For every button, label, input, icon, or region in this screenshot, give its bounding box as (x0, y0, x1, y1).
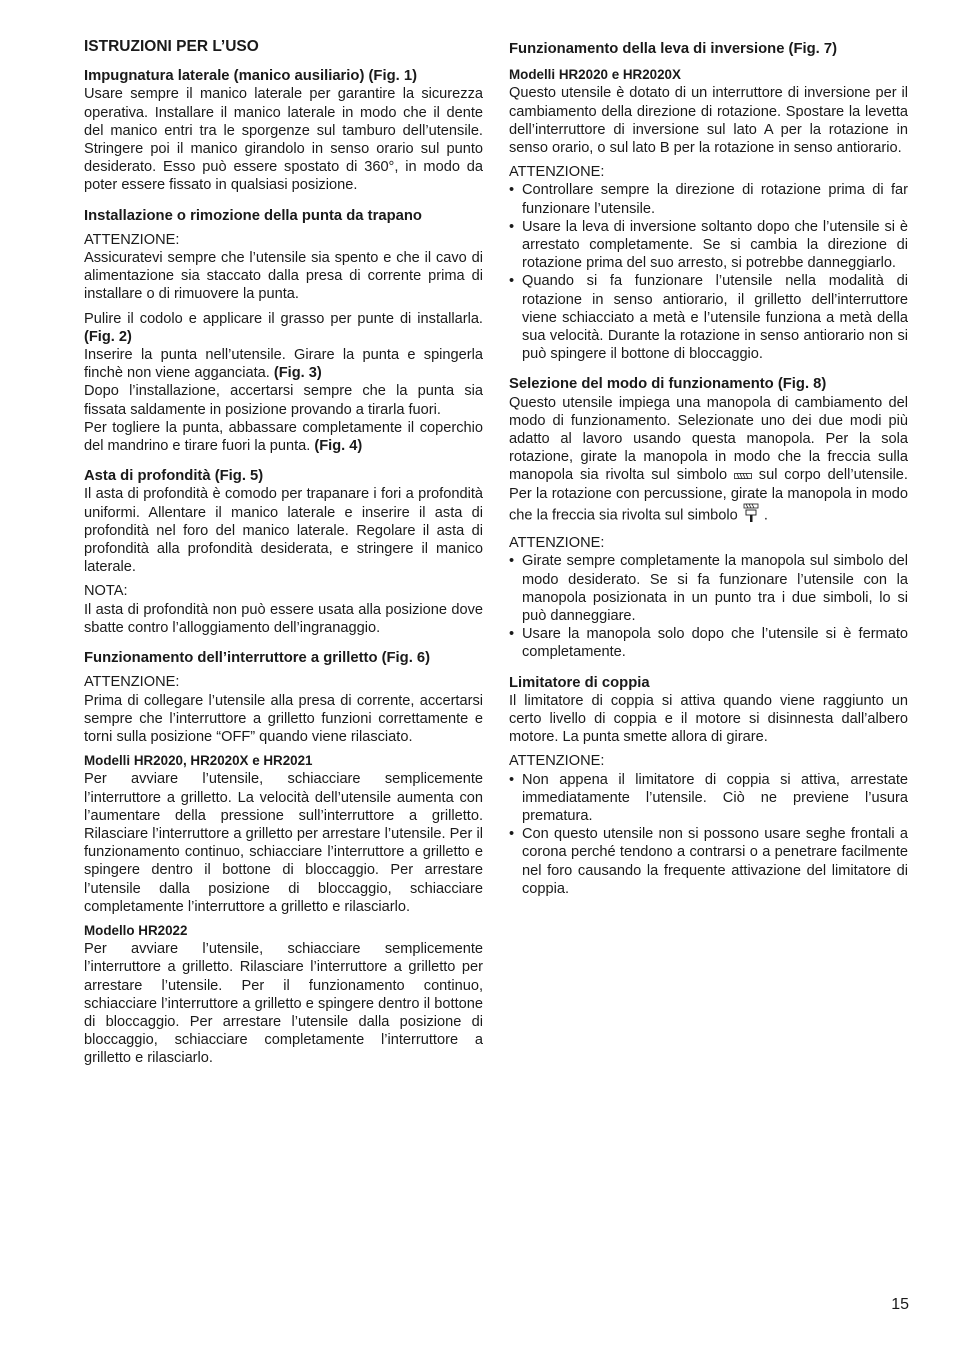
depth-gauge-note: Il asta di profondità non può essere usata alla posizione dove sbatte contro l’alloggiamento dell’ingranaggio. (84, 601, 483, 636)
caution-label: ATTENZIONE: (84, 674, 180, 691)
models-text: Per avviare l’utensile, schiacciare semplicemente l’interruttore a grilletto. La velocità dell’utensile aumenta con l’aumentare della pressione sull’interruttore a grilletto. Rilasciare l’interruttore a grilletto per arrestare l’utensile. Per il funzionamento continuo, schiacciare l’interruttore a grilletto e spingere dentro il bottone di bloccaggio. Per arrestare l’utensile dalla posizione di bloccaggio, schiacciare completamente l’interruttore a grilletto e rilasciarlo. (84, 771, 483, 915)
model-hr2022-text: Per avviare l’utensile, schiacciare semplicemente l’interruttore a grilletto. Rilasciare l’interruttore a grilletto per arrestare l’utensile. Per il funzionamento continuo, schiacciare l’interruttore a grilletto e spingere dentro il bottone di bloccaggio. Per arrestare l’utensile dalla posizione di bloccaggio, schiacciare completamente l’interruttore a grilletto e rilasciarlo. (84, 941, 483, 1067)
list-item: • Con questo utensile non si possono usare seghe frontali a corona perché tendono a contrarsi o a penetrare facilmente nel foro causando la frequente attivazione del limitatore di coppia. (509, 825, 908, 898)
torque-limiter-text: Il limitatore di coppia si attiva quando viene raggiunto un certo livello di coppia e il motore si disinnesta dall’albero motore. La punta smette allora di girare. (509, 692, 908, 746)
reversing-heading: Funzionamento della leva di inversione (Fig. 7) (509, 41, 838, 57)
caution-label: ATTENZIONE: (509, 164, 605, 181)
reversing-models-subheading: Modelli HR2020 e HR2020X (509, 67, 681, 83)
side-handle-text: Usare sempre il manico laterale per garantire la sicurezza operativa. Installare il manico laterale in modo che il dente del manico entri tra le sporgenze sul tamburo dell’utensile. Stringere poi il manico girandolo in senso orario sul punto desiderato. Esso può essere spostato di 360°, in modo da poter essere fissato in qualsiasi posizione. (84, 86, 483, 194)
bit-install-paragraph: Pulire il codolo e applicare il grasso per punte di installarla. (Fig. 2) (84, 310, 483, 345)
list-item: • Usare la manopola solo dopo che l’utensile si è fermato completamente. (509, 625, 908, 661)
list-item: • Quando si fa funzionare l’utensile nella modalità di rotazione in senso antiorario, il grilletto dell’interruttore viene schiacciato a metà e l’utensile funziona a metà della sua velocità. Durante la rotazione in senso antiorario non si può spingere il bottone di bloccaggio. (509, 272, 908, 363)
left-column (84, 38, 483, 1068)
hammer-drill-icon (742, 503, 760, 528)
bit-insert-paragraph: Inserire la punta nell’utensile. Girare la punta e spingerla finchè non viene agganciata. (Fig. 3) (84, 347, 483, 382)
note-label: NOTA: (84, 583, 128, 600)
trigger-switch-caution: Prima di collegare l’utensile alla presa di corrente, accertarsi sempre che l’interruttore a grilletto funzioni correttamente e torni sulla posizione “OFF” quando viene rilasciato. (84, 692, 483, 745)
trigger-switch-heading: Funzionamento dell’interruttore a grilletto (Fig. 6) (84, 650, 431, 667)
torque-caution-list (509, 771, 908, 898)
depth-gauge-heading: Asta di profondità (Fig. 5) (84, 468, 264, 485)
caution-label: ATTENZIONE: (84, 231, 180, 248)
mode-selection-heading: Selezione del modo di funzionamento (Fig. 8) (509, 376, 827, 393)
bit-install-caution: Assicuratevi sempre che l’utensile sia spento e che il cavo di alimentazione sia staccato dalla presa di corrente prima di installare o di rimuovere la punta. (84, 250, 483, 303)
caution-label: ATTENZIONE: (509, 753, 605, 770)
page-number: 15 (891, 1296, 909, 1313)
list-item: • Non appena il limitatore di coppia si attiva, arrestate immediatamente l’utensile. Ciò ne previene l’usura prematura. (509, 771, 908, 826)
list-item: • Girate sempre completamente la manopola sul simbolo del modo desiderato. Se si fa funzionare l’utensile con la manopola posizionata in un punto tra i due simboli, lo si può danneggiare. (509, 552, 908, 625)
model-hr2022-subheading: Modello HR2022 (84, 922, 188, 938)
right-column (509, 38, 908, 898)
list-item: • Controllare sempre la direzione di rotazione prima di far funzionare l’utensile. (509, 181, 908, 217)
section-title: ISTRUZIONI PER L’USO (84, 38, 259, 55)
caution-label: ATTENZIONE: (509, 535, 605, 552)
mode-selection-text: Questo utensile impiega una manopola di cambiamento del modo di funzionamento. Selezionate uno dei due modi più adatto al lavoro usando questa manopola. Per la sola rotazione, girate la manopola in modo che la freccia sulla manopola sia rivolta sul simbolo sul corpo dell’utensile. Per la rotazione con percussione, girate la manopola in modo che la freccia sia rivolta sul simbolo . (509, 394, 908, 528)
torque-limiter-heading: Limitatore di coppia (509, 674, 650, 691)
reversing-caution-list (509, 181, 908, 363)
reversing-text: Questo utensile è dotato di un interruttore di inversione per il cambiamento della direzione di rotazione. Spostare la levetta dell’interruttore di inversione sul lato A per la rotazione in senso orario, o sul lato B per la rotazione in senso antiorario. (509, 85, 908, 157)
list-item: • Usare la leva di inversione soltanto dopo che l’utensile si è arrestato completamente. Se si cambia la direzione di rotazione prima del suo arresto, si potrebbe danneggiarlo. (509, 218, 908, 273)
bit-install-heading: Installazione o rimozione della punta da trapano (84, 207, 422, 224)
mode-caution-list (509, 552, 908, 661)
depth-gauge-text: Il asta di profondità è comodo per trapanare i fori a profondità uniformi. Allentare il manico laterale e inserire il asta di profondità nel foro del manico laterale. Regolare il asta di profondità alla profondità desiderata, e stringere il manico laterale. (84, 486, 483, 576)
bit-remove-paragraph: Per togliere la punta, abbassare completamente il coperchio del mandrino e tirare fuori la punta. (Fig. 4) (84, 419, 483, 455)
side-handle-heading: Impugnatura laterale (manico ausiliario) (Fig. 1) (84, 68, 417, 85)
models-subheading: Modelli HR2020, HR2020X e HR2021 (84, 753, 313, 769)
drill-bit-icon (734, 467, 752, 485)
bit-check-paragraph: Dopo l’installazione, accertarsi sempre che la punta sia fissata saldamente in posizione provando a tirarla fuori. (84, 383, 483, 418)
